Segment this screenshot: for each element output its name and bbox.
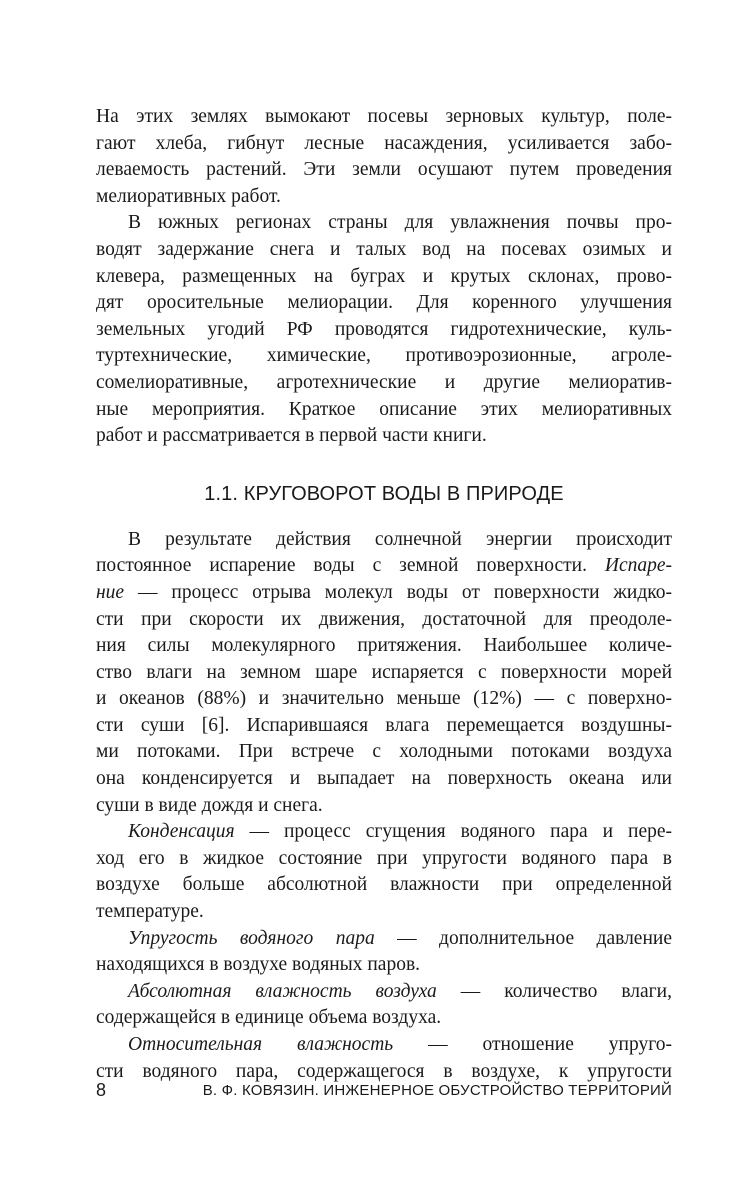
- text-line: воздухе больше абсолютной влажности при определенной: [96, 874, 672, 896]
- text-run: — процесс отрыва молекул воды от поверхности жидко-: [124, 581, 672, 603]
- text-line: сомелиоративные, агротехнические и другие мелиоратив-: [96, 371, 672, 393]
- text-run: — отношение упруго-: [393, 1034, 672, 1055]
- text-line: туртехнические, химические, противоэрозионные, агроле-: [96, 345, 672, 367]
- paragraph-2: [96, 210, 672, 449]
- text-line: гают хлеба, гибнут лесные насаждения, усиливается забо-: [96, 132, 672, 154]
- text-line: суши в виде дождя и снега.: [96, 794, 323, 816]
- text-run: — процесс сгущения водяного пара и пере-: [234, 821, 672, 843]
- text-line: сти при скорости их движения, достаточной для преодоле-: [96, 608, 672, 630]
- text-line: ми потоками. При встрече с холодными потоками воздуха: [96, 741, 672, 763]
- paragraph-6: [96, 979, 672, 1032]
- text-line: дят оросительные мелиорации. Для коренного улучшения: [96, 292, 672, 314]
- term-evaporation-end: ние: [96, 581, 125, 603]
- term-absolute-humidity: Абсолютная влажность воздуха: [128, 980, 437, 1002]
- text-line: леваемость растений. Эти земли осушают путем проведения: [96, 159, 672, 181]
- text-line: На этих землях вымокают посевы зерновых культур, поле-: [96, 106, 672, 127]
- term-relative-humidity: Относительная влажность: [128, 1034, 394, 1055]
- text-line: сти водяного пара, содержащегося в воздухе, к упругости: [96, 1060, 672, 1082]
- text-line: [96, 819, 672, 846]
- text-run: — дополнительное давление: [374, 927, 672, 949]
- text-line: В южных регионах страны для увлажнения почвы про-: [128, 212, 672, 234]
- term-evaporation: Испаре-: [604, 555, 672, 577]
- text-line: [96, 580, 672, 607]
- text-line: [96, 979, 672, 1006]
- paragraph-7: [96, 1032, 672, 1085]
- paragraph-4: [96, 819, 672, 925]
- page-number: 8: [96, 1080, 107, 1100]
- text-run: — количество влаги,: [436, 980, 672, 1002]
- paragraph-5: [96, 926, 672, 979]
- term-vapor-pressure: Упругость водяного пара: [128, 927, 375, 949]
- text-line: ство влаги на земном шаре испаряется с поверхности морей: [96, 661, 672, 683]
- paragraph-1: [96, 104, 672, 210]
- term-condensation: Конденсация: [128, 821, 235, 843]
- text-line: ход его в жидкое состояние при упругости водяного пара в: [96, 847, 672, 869]
- text-line: [96, 926, 672, 953]
- text-line: содержащейся в единице объема воздуха.: [96, 1007, 442, 1029]
- running-header: В. Ф. КОВЯЗИН. ИНЖЕНЕРНОЕ ОБУСТРОЙСТВО ТЕРРИТОРИЙ: [202, 1082, 672, 1099]
- text-line: водят задержание снега и талых вод на посевах озимых и: [96, 238, 672, 260]
- text-line: ные мероприятия. Краткое описание этих мелиоративных: [96, 398, 672, 420]
- text-line: ния силы молекулярного притяжения. Наибольшее количе-: [96, 635, 672, 657]
- text-line: работ и рассматривается в первой части книги.: [96, 425, 487, 447]
- section-title: 1.1. КРУГОВОРОТ ВОДЫ В ПРИРОДЕ: [204, 482, 564, 505]
- text-run: постоянное испарение воды с земной поверхности.: [96, 555, 587, 577]
- text-line: мелиоративных работ.: [96, 185, 281, 207]
- text-line: клевера, размещенных на буграх и крутых склонах, прово-: [96, 265, 672, 287]
- text-line: и океанов (88%) и значительно меньше (12%) — с поверхно-: [96, 688, 672, 710]
- text-line: [96, 553, 672, 580]
- paragraph-3: [96, 527, 672, 820]
- text-line: В результате действия солнечной энергии происходит: [128, 528, 672, 550]
- text-line: сти суши [6]. Испарившаяся влага перемещается воздушны-: [96, 714, 672, 736]
- text-line: она конденсируется и выпадает на поверхность океана или: [96, 768, 672, 790]
- text-line: земельных угодий РФ проводятся гидротехнические, куль-: [96, 318, 672, 340]
- text-line: находящихся в воздухе водяных паров.: [96, 954, 421, 976]
- page-body: [96, 104, 672, 1085]
- text-line: [96, 1032, 672, 1059]
- text-line: температуре.: [96, 901, 204, 923]
